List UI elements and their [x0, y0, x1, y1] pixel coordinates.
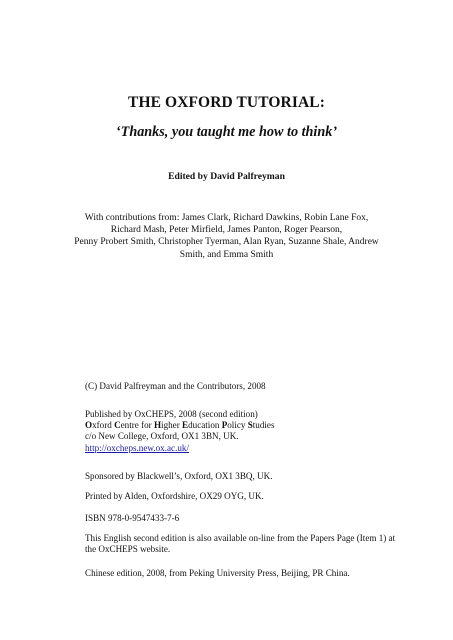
contributors-line: Smith, and Emma Smith [179, 249, 274, 260]
publisher-address: c/o New College, Oxford, OX1 3BN, UK. [85, 431, 239, 442]
contributors-line: With contributions from: James Clark, Richard Dawkins, Robin Lane Fox, [84, 213, 369, 223]
publisher-line: Published by OxCHEPS, 2008 (second edition) [85, 409, 258, 419]
isbn-number: ISBN 978-0-9547433-7-6 [85, 513, 180, 523]
publisher-block [85, 409, 385, 454]
publisher-org: Oxford Centre for Higher Education Policy Studies [85, 420, 275, 431]
sponsor-notice: Sponsored by Blackwell’s, Oxford, OX1 3BQ, UK. [85, 471, 273, 481]
printer-notice: Printed by Alden, Oxfordshire, OX29 OYG, UK. [85, 491, 264, 501]
online-line: the OxCHEPS website. [85, 544, 171, 555]
oxcheps-link[interactable]: http://oxcheps.new.ox.ac.uk/ [85, 442, 189, 453]
book-subtitle: ‘Thanks, you taught me how to think’ [115, 124, 338, 140]
online-line: This English second edition is also available on-line from the Papers Page (Item 1) at [85, 533, 396, 543]
chinese-edition-notice: Chinese edition, 2008, from Peking University Press, Beijing, PR China. [85, 568, 350, 578]
book-title: THE OXFORD TUTORIAL: [128, 94, 325, 111]
online-availability [85, 533, 396, 555]
copyright-notice: (C) David Palfreyman and the Contributors, 2008 [85, 381, 266, 391]
contributors-line: Penny Probert Smith, Christopher Tyerman, Alan Ryan, Suzanne Shale, Andrew [74, 237, 379, 248]
contributors-block [74, 212, 379, 261]
contributors-line: Richard Mash, Peter Mirfield, James Panton, Roger Pearson, [110, 225, 343, 236]
editor-credit: Edited by David Palfreyman [168, 171, 285, 182]
